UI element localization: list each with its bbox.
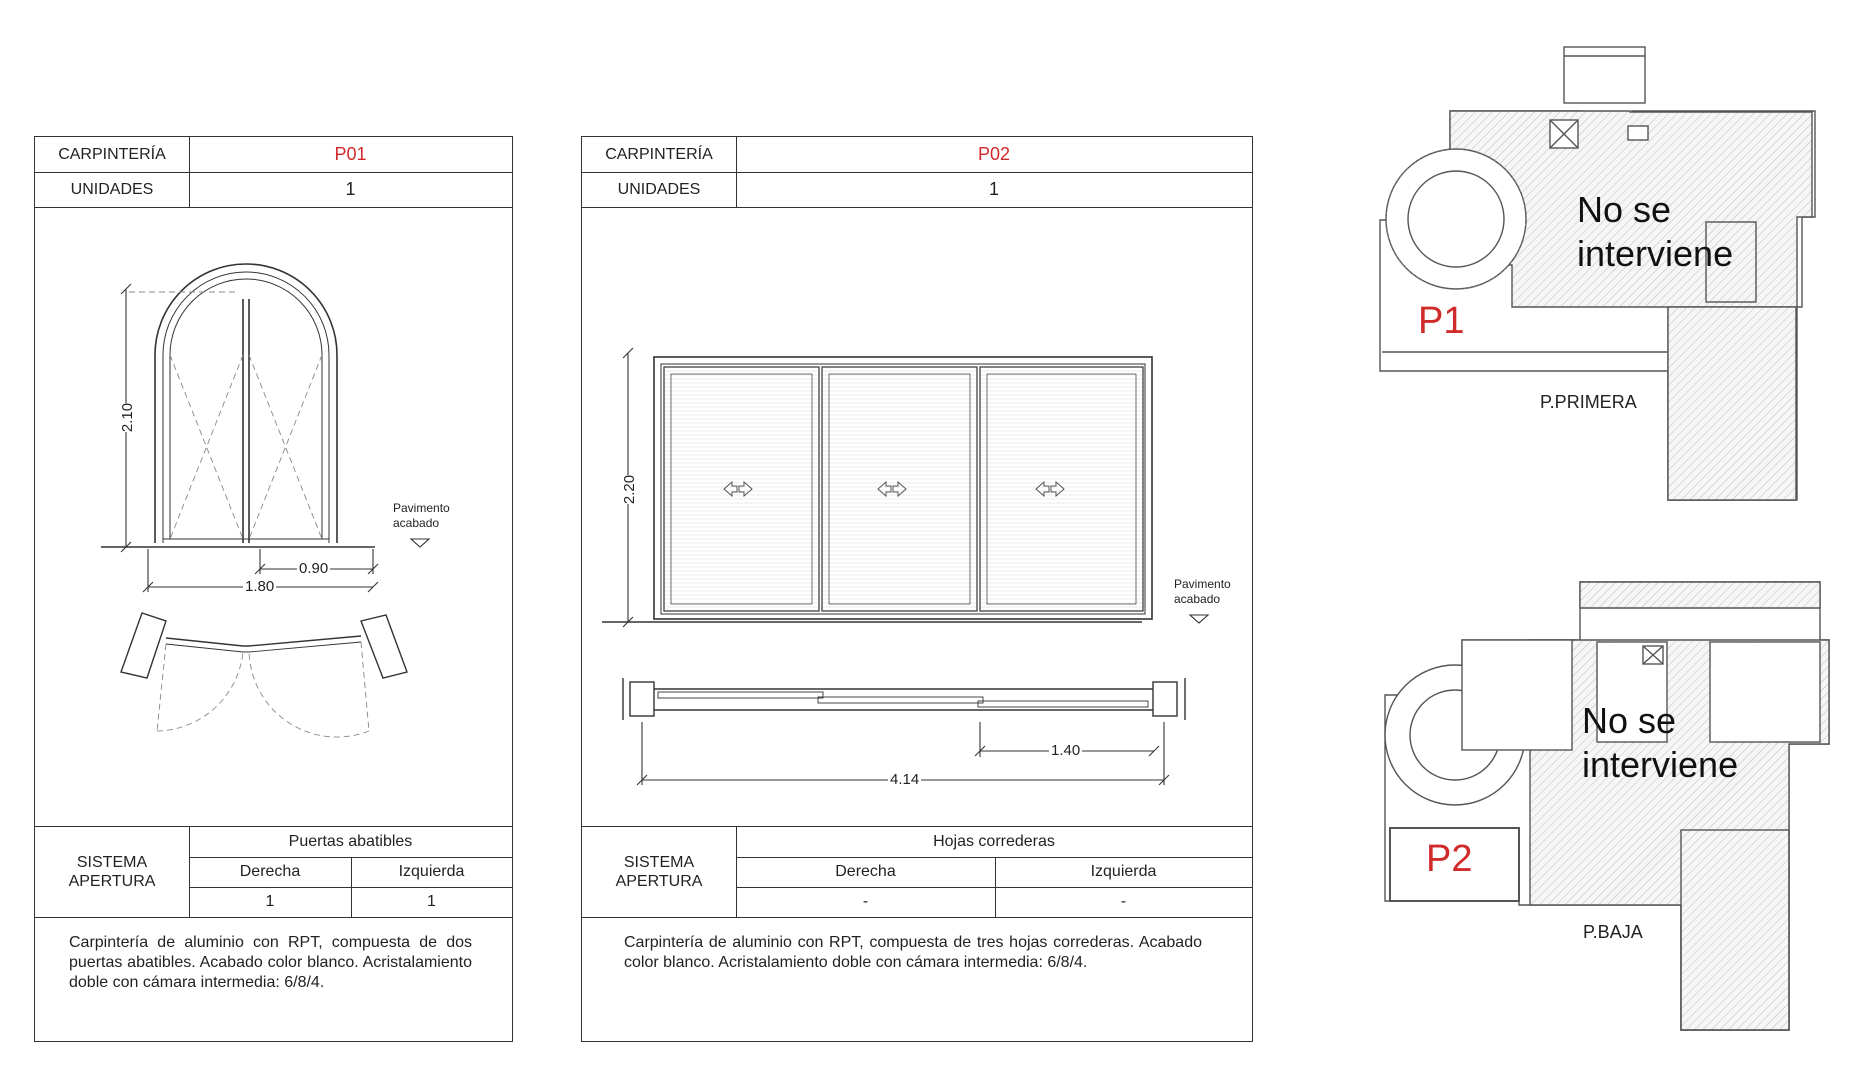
floor-note-line-1: Pavimento	[1174, 577, 1231, 591]
system-label-line-2: APERTURA	[68, 873, 156, 890]
dim-height-label: 2.20	[621, 474, 639, 505]
note-line-1: No se	[1582, 700, 1677, 741]
dim-leaf-label: 0.90	[299, 560, 329, 577]
system-type: Puertas abatibles	[288, 833, 413, 850]
system-type: Hojas correderas	[933, 833, 1055, 850]
left-label: Izquierda	[398, 863, 465, 880]
lower-no-intervention-note	[1582, 699, 1738, 787]
upper-floor-label: P.PRIMERA	[1540, 392, 1637, 412]
dim-width-label: 4.14	[890, 771, 920, 788]
right-label: Derecha	[835, 863, 896, 880]
right-label: Derecha	[239, 863, 301, 880]
right-value: -	[862, 893, 869, 910]
floor-note-line-2: acabado	[1174, 592, 1221, 606]
dim-width-label: 1.80	[245, 578, 275, 595]
mark-p1: P1	[1418, 300, 1465, 342]
unidades-value: 1	[345, 179, 356, 199]
left-value: -	[1120, 893, 1127, 910]
dim-leaf-label: 1.40	[1051, 742, 1081, 759]
carpinteria-label: CARPINTERÍA	[35, 137, 190, 172]
floor-note-line-1: Pavimento	[393, 501, 450, 515]
carpinteria-label: CARPINTERÍA	[582, 137, 737, 172]
left-value: 1	[427, 893, 436, 910]
note-line-2: interviene	[1582, 744, 1739, 785]
door-code: P01	[334, 144, 367, 164]
description: Carpintería de aluminio con RPT, compuesta de dos puertas abatibles. Acabado color blanco. Acristalamiento doble con cámara intermedia: 6/8/4.	[69, 934, 472, 991]
left-label: Izquierda	[1090, 863, 1157, 880]
system-label-line-1: SISTEMA	[76, 854, 148, 871]
floor-note-line-2: acabado	[393, 516, 440, 530]
upper-no-intervention-note	[1577, 188, 1733, 276]
system-label-line-1: SISTEMA	[623, 854, 695, 871]
unidades-label: UNIDADES	[35, 172, 190, 207]
unidades-label: UNIDADES	[582, 172, 737, 207]
description: Carpintería de aluminio con RPT, compuesta de tres hojas correderas. Acabado color blanco. Acristalamiento doble con cámara intermedia: 6/8/4.	[624, 934, 1202, 971]
right-value: 1	[265, 893, 275, 910]
lower-floor-label: P.BAJA	[1583, 922, 1643, 942]
unidades-value: 1	[988, 179, 999, 199]
dim-height-label: 2.10	[119, 402, 137, 433]
lower-floor-plan	[1385, 582, 1829, 1030]
mark-p2: P2	[1426, 838, 1473, 880]
note-line-2: interviene	[1577, 233, 1734, 274]
door-code: P02	[977, 144, 1011, 164]
note-line-1: No se	[1577, 189, 1672, 230]
system-label-line-2: APERTURA	[615, 873, 703, 890]
